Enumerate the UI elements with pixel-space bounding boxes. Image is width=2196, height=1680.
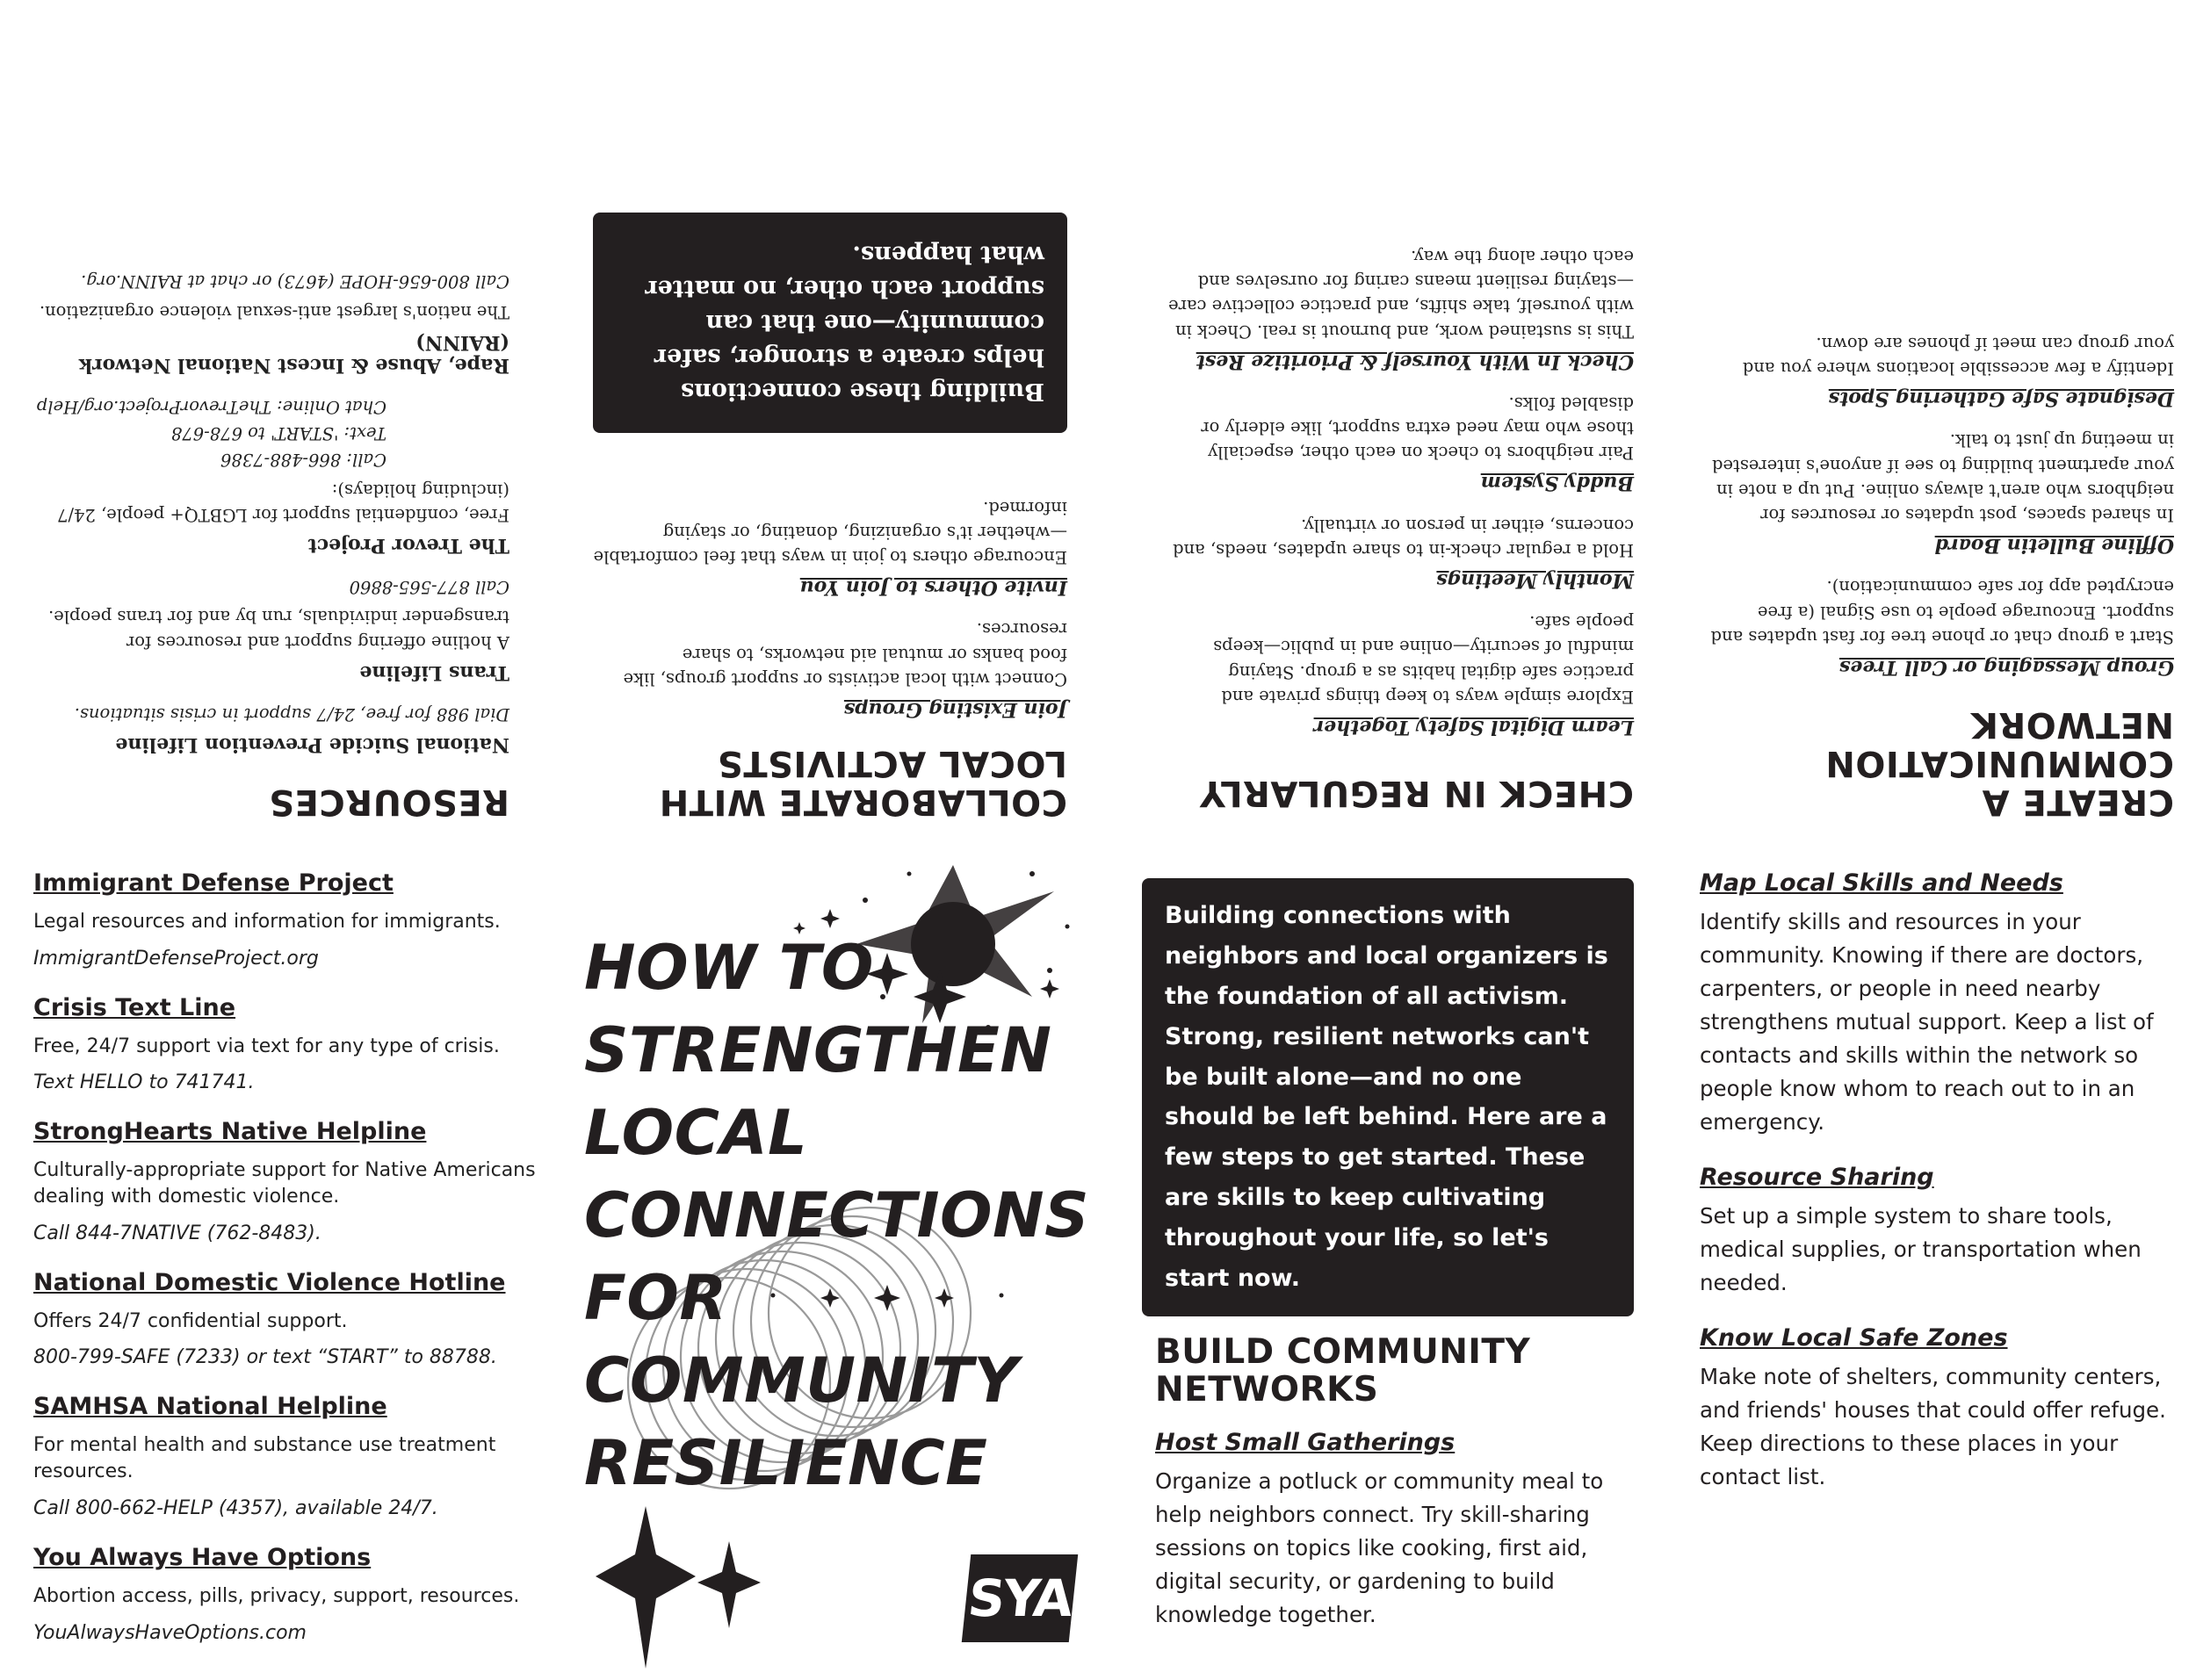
resource-link: 800-799-SAFE (7233) or text “START” to 88788. bbox=[33, 1346, 497, 1369]
collaborate-heading: COLLABORATE WITH LOCAL ACTIVISTS bbox=[659, 743, 1067, 822]
panel-skills bbox=[1700, 869, 2187, 1677]
resource-line: Chat Online: TheTrevorProject.org/Help bbox=[36, 396, 386, 417]
resource-link: Call 800-662-HELP (4357), available 24/7. bbox=[33, 1496, 438, 1519]
resource-title: National Domestic Violence Hotline bbox=[33, 1268, 506, 1296]
resource-title: Immigrant Defense Project bbox=[33, 869, 394, 897]
section-title: Check In With Yourself & Prioritize Rest bbox=[1196, 350, 1634, 373]
resource-contact: Call 800-656-HOPE (4673) or chat at RAINN.org. bbox=[81, 271, 509, 292]
section-title: Monthly Meetings bbox=[1436, 568, 1634, 592]
resource-entry bbox=[33, 994, 543, 1094]
panel-collaborate bbox=[571, 9, 1089, 839]
resource-desc: Dial 988 for free, 24/7 support in crisis situations. bbox=[74, 704, 509, 725]
cover-title-line: RESILIENCE bbox=[584, 1427, 988, 1499]
section-body: Identify a few accessible locations where you and your group can meet if phones are down. bbox=[1742, 333, 2174, 379]
resource-title: You Always Have Options bbox=[33, 1543, 372, 1571]
resource-desc: Legal resources and information for immigrants. bbox=[33, 911, 501, 933]
cover-title bbox=[584, 927, 1090, 1504]
resource-line: Call: 866-488-7386 bbox=[220, 450, 386, 471]
resource-desc: A hotline offering support and resources for transgender individuals, run by and for trans people. bbox=[48, 607, 509, 653]
section-body: Hold a regular check-in to share updates, needs, and concerns, either in person or virtually. bbox=[1173, 515, 1634, 560]
section-title: Designate Safe Gathering Spots bbox=[1828, 387, 2174, 411]
collaborate-callout: Building these connections helps create a stronger, safer community—one that can support each other, no matter what happens. bbox=[593, 213, 1067, 434]
section-body: Identify skills and resources in your community. Knowing if there are doctors, carpenters, or people in need nearby strengthens mutual support. Keep a list of contacts and skills within the network so people know whom to reach out to in an emergency. bbox=[1700, 909, 2154, 1135]
panel-resources-top bbox=[18, 9, 527, 839]
resource-title: The Trevor Project bbox=[307, 533, 509, 557]
resource-desc: Abortion access, pills, privacy, support, resources. bbox=[33, 1584, 520, 1607]
section-title: Learn Digital Safety Together bbox=[1313, 716, 1634, 739]
resource-entry bbox=[33, 1269, 543, 1369]
section-body: In shared spaces, post updates or resources for neighbors who aren't always online. Put up a note in your apartment building to see if anyone's interested in meeting up just to talk. bbox=[1711, 430, 2174, 526]
communication-heading: CREATE A COMMUNICATION NETWORK bbox=[1824, 704, 2174, 822]
resource-link: YouAlwaysHaveOptions.com bbox=[33, 1621, 307, 1644]
sparkle-icon bbox=[596, 1506, 761, 1669]
resource-link: ImmigrantDefenseProject.org bbox=[33, 947, 319, 970]
resource-desc: Free, 24/7 support via text for any type of crisis. bbox=[33, 1035, 500, 1057]
section-body: Set up a simple system to share tools, medical supplies, or transportation when needed. bbox=[1700, 1202, 2142, 1295]
cover-title-line: HOW TO bbox=[584, 932, 874, 1004]
resource-desc: For mental health and substance use treatment resources. bbox=[33, 1434, 496, 1483]
resource-title: StrongHearts Native Helpline bbox=[33, 1118, 427, 1146]
section-title: Know Local Safe Zones bbox=[1700, 1323, 2008, 1352]
resource-desc: Free, confidential support for LGBTQ+ people, 24/7 (including holidays): bbox=[57, 479, 509, 525]
resources-list bbox=[33, 869, 543, 1644]
section-title: Offline Bulletin Board bbox=[1934, 534, 2174, 558]
section-body: Encourage others to join in ways that feel comfortable—whether it's organizing, donating, or staying informed. bbox=[593, 497, 1067, 568]
resource-entry bbox=[33, 869, 543, 970]
resource-line: Text: 'START' to 678-678 bbox=[170, 423, 386, 444]
section-title: Group Messaging or Call Trees bbox=[1838, 656, 2174, 679]
resource-desc: The nation's largest anti-sexual violence organization. bbox=[39, 301, 509, 322]
resource-contact: Call 877-565-8860 bbox=[349, 577, 509, 598]
section-body: This is sustained work, and burnout is real. Check in with yourself, take shifts, and practice collective care—staying resilient means caring for ourselves and each other along the way. bbox=[1168, 246, 1634, 342]
section-body: Make note of shelters, community centers, and friends' houses that could offer refuge. Keep directions to these places in your contact list. bbox=[1700, 1363, 2166, 1489]
resource-link: Call 844-7NATIVE (762-8483). bbox=[33, 1222, 321, 1244]
section-title: Invite Others to Join You bbox=[799, 576, 1067, 600]
resource-entry bbox=[33, 1544, 543, 1644]
cover-title-line: CONNECTIONS bbox=[584, 1179, 1090, 1251]
cover-title-line: FOR bbox=[584, 1262, 727, 1334]
section-title: Host Small Gatherings bbox=[1155, 1428, 1456, 1456]
section-body: Pair neighbors to check on each other, especially those who may need extra support, like elderly or disabled folks. bbox=[1201, 393, 1634, 464]
cover-title-line: STRENGTHEN bbox=[584, 1014, 1052, 1086]
check-in-heading: CHECK IN REGULARLY bbox=[1199, 773, 1634, 813]
section-title: Resource Sharing bbox=[1700, 1163, 1934, 1191]
section-body: Start a group chat or phone tree for fast updates and support. Encourage people to use Signal (a free encrypted app for safe communication). bbox=[1710, 577, 2174, 647]
resource-title: SAMHSA National Helpline bbox=[33, 1393, 387, 1421]
resource-entry bbox=[33, 1118, 543, 1244]
panel-cover bbox=[575, 839, 1111, 1677]
build-networks-heading: BUILD COMMUNITY NETWORKS bbox=[1155, 1331, 1531, 1410]
panel-communication bbox=[1682, 9, 2192, 839]
resource-link: Text HELLO to 741741. bbox=[33, 1071, 255, 1094]
intro-callout: Building connections with neighbors and local organizers is the foundation of all activism. Strong, resilient networks can't be built alone—and no one should be left behind. Here are a few steps to get started. These are skills to keep cultivating throughout your life, so let's start now. bbox=[1142, 878, 1634, 1316]
panel-intro bbox=[1142, 878, 1634, 1669]
section-body: Connect with local activists or support groups, like food banks or mutual aid networks, to share resources. bbox=[623, 619, 1067, 689]
cover-title-line: COMMUNITY bbox=[584, 1345, 1019, 1417]
logo bbox=[962, 1554, 1079, 1642]
resource-desc: Culturally-appropriate support for Native Americans dealing with domestic violence. bbox=[33, 1159, 536, 1208]
section-body: Organize a potluck or community meal to help neighbors connect. Try skill-sharing sessions on topics like cooking, first aid, digital security, or gardening to build knowledge together. bbox=[1155, 1467, 1604, 1627]
cover-title-line: LOCAL bbox=[584, 1097, 808, 1169]
section-title: Join Existing Groups bbox=[843, 698, 1067, 721]
section-title: Buddy System bbox=[1480, 472, 1634, 495]
resources-heading: RESOURCES bbox=[268, 782, 509, 822]
resource-title: Trans Lifeline bbox=[359, 660, 509, 684]
section-body: Explore simple ways to keep things private and practice safe digital habits as a group. Staying mindful of security—online and in public—keeps people safe. bbox=[1213, 612, 1634, 707]
panel-resources-bottom bbox=[33, 869, 543, 1677]
panel-check-in bbox=[1124, 9, 1651, 839]
logo-text: SYA bbox=[964, 1568, 1075, 1628]
section-title: Map Local Skills and Needs bbox=[1700, 869, 2063, 897]
resource-title: National Suicide Prevention Lifeline bbox=[115, 733, 509, 756]
resource-desc: Offers 24/7 confidential support. bbox=[33, 1309, 348, 1332]
resource-title: Crisis Text Line bbox=[33, 993, 236, 1021]
resource-title: Rape, Abuse & Incest National Network (RAINN) bbox=[78, 330, 509, 377]
resource-entry bbox=[33, 1393, 543, 1518]
